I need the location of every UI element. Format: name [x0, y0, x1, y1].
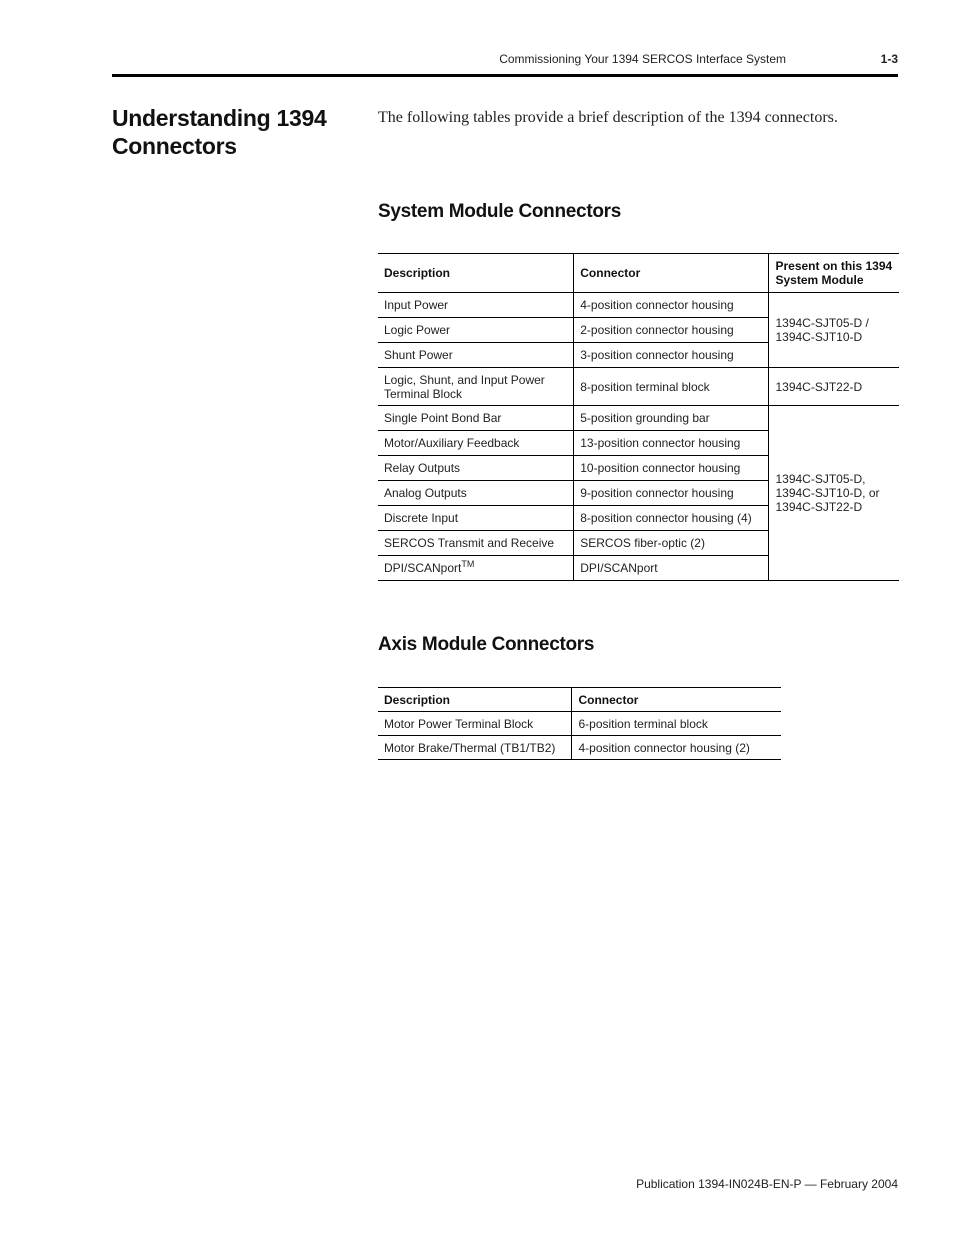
table-header-row	[378, 254, 899, 293]
row-description-cell	[378, 556, 574, 581]
row-connector: 9-position connector housing	[574, 481, 769, 506]
row-description: Single Point Bond Bar	[378, 406, 574, 431]
row-present-on: 1394C-SJT05-D, 1394C-SJT10-D, or 1394C-SJT22-D	[775, 472, 880, 514]
row-description: Logic, Shunt, and Input Power Terminal Block	[378, 368, 574, 406]
intro-paragraph: The following tables provide a brief description of the 1394 connectors.	[378, 109, 838, 126]
row-connector: 5-position grounding bar	[574, 406, 769, 431]
table-row	[378, 406, 899, 431]
row-present-on: 1394C-SJT05-D / 1394C-SJT10-D	[775, 316, 869, 344]
row-connector: DPI/SCANport	[574, 556, 769, 581]
table-row	[378, 736, 781, 760]
col-connector: Connector	[574, 254, 769, 293]
table-row	[378, 368, 899, 406]
row-description: Discrete Input	[378, 506, 574, 531]
row-connector: 2-position connector housing	[574, 318, 769, 343]
row-description: Shunt Power	[378, 343, 574, 368]
row-description: Motor Power Terminal Block	[378, 712, 572, 736]
table-row	[378, 293, 899, 318]
row-description: Motor/Auxiliary Feedback	[378, 431, 574, 456]
row-description: Logic Power	[378, 318, 574, 343]
col-present-on: Present on this 1394 System Module	[775, 259, 893, 287]
row-description: Motor Brake/Thermal (TB1/TB2)	[378, 736, 572, 760]
col-connector: Connector	[578, 692, 639, 707]
axis-module-table	[378, 687, 781, 760]
system-module-heading: System Module Connectors	[378, 201, 622, 222]
row-connector: 6-position terminal block	[578, 716, 708, 731]
trademark-mark: TM	[461, 559, 475, 569]
running-title: Commissioning Your 1394 SERCOS Interface System	[499, 52, 786, 66]
row-connector: 8-position connector housing (4)	[574, 506, 769, 531]
table-row	[378, 712, 781, 736]
row-description: DPI/SCANport	[384, 561, 462, 575]
header-rule	[112, 74, 898, 77]
row-present-on: 1394C-SJT22-D	[775, 379, 863, 394]
table-header-row	[378, 688, 781, 712]
row-connector: 4-position connector housing	[574, 293, 769, 318]
page-number: 1-3	[880, 52, 898, 66]
footer-publication: Publication 1394-IN024B-EN-P — February 2004	[636, 1177, 898, 1191]
row-connector: 3-position connector housing	[574, 343, 769, 368]
row-description: Relay Outputs	[378, 456, 574, 481]
row-description: Analog Outputs	[378, 481, 574, 506]
row-description: SERCOS Transmit and Receive	[378, 531, 574, 556]
system-module-table	[378, 253, 899, 581]
row-connector: 10-position connector housing	[574, 456, 769, 481]
axis-module-heading: Axis Module Connectors	[378, 634, 595, 655]
col-description: Description	[378, 688, 572, 712]
row-connector: 8-position terminal block	[574, 368, 769, 406]
section-title: Understanding 1394 Connectors	[112, 105, 327, 159]
row-connector: 4-position connector housing (2)	[578, 740, 750, 755]
row-connector: SERCOS fiber-optic (2)	[574, 531, 769, 556]
row-description: Input Power	[378, 293, 574, 318]
row-connector: 13-position connector housing	[574, 431, 769, 456]
col-description: Description	[378, 254, 574, 293]
